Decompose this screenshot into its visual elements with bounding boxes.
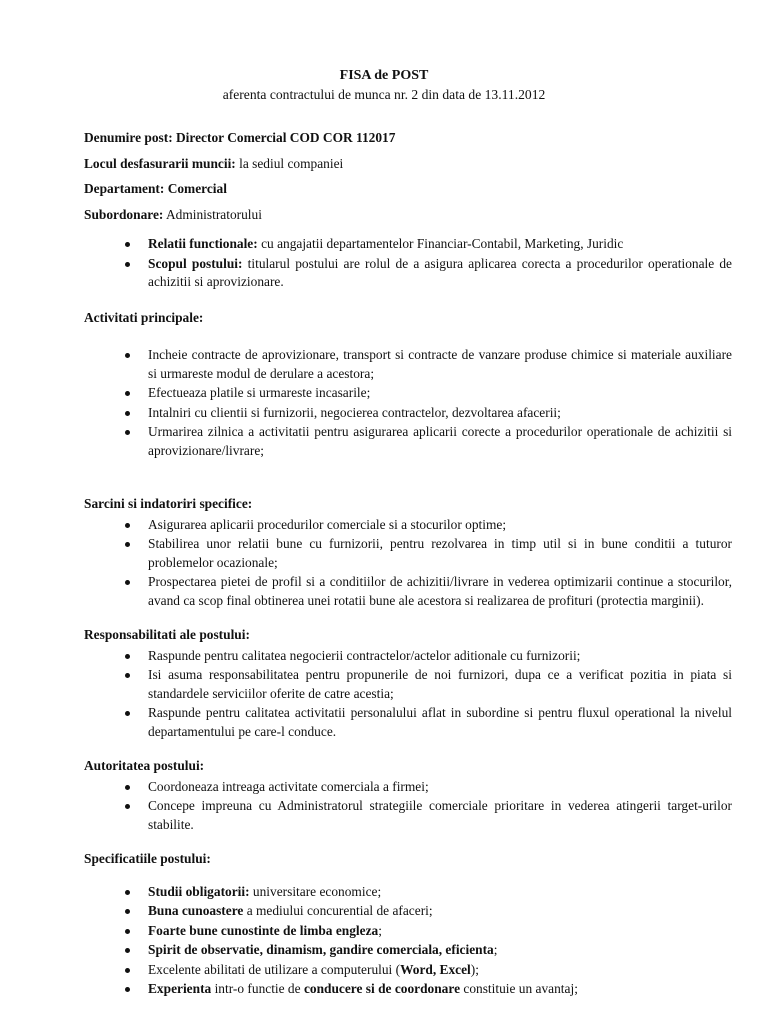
list-item xyxy=(84,255,732,292)
field-label: Departament: xyxy=(84,181,165,196)
sarcini-list xyxy=(84,516,732,611)
item-text: cu angajatii departamentelor Financiar-Contabil, Marketing, Juridic xyxy=(261,236,624,251)
document-subtitle: aferenta contractului de munca nr. 2 din data de 13.11.2012 xyxy=(222,87,546,102)
field-value: Administratorului xyxy=(165,206,262,222)
list-item: Isi asuma responsabilitatea pentru propunerile de noi furnizori, dupa ce a verificat pozitia in piata si standardele serviciilor oferite de catre acestia; xyxy=(84,666,732,703)
list-item xyxy=(84,980,732,999)
relations-list xyxy=(84,235,732,292)
field-denumire-post xyxy=(84,129,732,148)
field-label: Denumire post: xyxy=(84,130,173,145)
list-item xyxy=(84,235,732,254)
item-text: ; xyxy=(493,942,498,957)
list-item: Asigurarea aplicarii procedurilor comerciale si a stocurilor optime; xyxy=(84,516,732,535)
item-bold-text: Spirit de observatie, dinamism, gandire comerciala, eficienta xyxy=(148,942,494,957)
list-item xyxy=(84,922,732,941)
list-item: Coordoneaza intreaga activitate comerciala a firmei; xyxy=(84,778,732,797)
field-value: la sediul companiei xyxy=(239,155,344,171)
list-item xyxy=(84,902,732,921)
field-value: Comercial xyxy=(167,181,227,196)
document-header xyxy=(0,66,768,104)
document-body xyxy=(84,129,732,1000)
item-text: constituie un avantaj; xyxy=(460,981,578,996)
item-text: ; xyxy=(378,922,382,938)
specificatii-list xyxy=(84,883,732,999)
list-item: Incheie contracte de aprovizionare, transport si contracte de vanzare produse chimice si materiale auxiliare si urmareste modul de derulare a acestora; xyxy=(84,346,732,383)
field-label: Locul desfasurarii muncii: xyxy=(84,155,236,171)
section-heading-responsabilitati: Responsabilitati ale postului: xyxy=(84,627,250,642)
field-label: Subordonare: xyxy=(84,206,164,222)
section-heading-activitati: Activitati principale: xyxy=(84,309,204,325)
item-bold-text: Studii obligatorii: xyxy=(148,883,250,899)
activitati-list xyxy=(84,346,732,460)
list-item: Raspunde pentru calitatea negocierii contractelor/actelor aditionale cu furnizorii; xyxy=(84,647,732,666)
item-label: Scopul postului: xyxy=(148,255,243,271)
item-text: universitare economice; xyxy=(249,883,382,899)
field-locul-desfasurarii xyxy=(84,155,732,174)
list-item: Stabilirea unor relatii bune cu furnizorii, pentru rezolvarea in timp util si in bune conditii a tuturor problemelor ocazionale; xyxy=(84,535,732,572)
item-text: titularul postului are rolul de a asigura aplicarea corecta a procedurilor operationale de achizitii si aprovizionare. xyxy=(148,255,732,289)
list-item: Urmarirea zilnica a activitatii pentru asigurarea aplicarii corecte a procedurilor operationale de achizitii si aprovizionare/livrare; xyxy=(84,423,732,460)
item-text: intr-o functie de xyxy=(211,981,304,996)
item-bold-text: Word, Excel xyxy=(400,961,471,977)
list-item: Concepe impreuna cu Administratorul strategiile comerciale prioritare in vederea atingerii target-urilor stabilite. xyxy=(84,797,732,834)
item-label: Relatii functionale: xyxy=(148,236,258,251)
list-item: Efectueaza platile si urmareste incasarile; xyxy=(84,384,732,403)
item-bold-text: Foarte bune cunostinte de limba engleza xyxy=(148,922,379,938)
section-heading-sarcini: Sarcini si indatoriri specifice: xyxy=(84,496,253,511)
section-heading-specificatii: Specificatiile postului: xyxy=(84,851,211,866)
field-value: Director Comercial COD COR 112017 xyxy=(176,130,396,145)
document-title: FISA de POST xyxy=(339,68,429,83)
list-item: Intalniri cu clientii si furnizorii, negocierea contractelor, dezvoltarea afacerii; xyxy=(84,404,732,423)
field-departament xyxy=(84,180,732,199)
list-item xyxy=(84,941,732,960)
list-item: Prospectarea pietei de profil si a conditiilor de achizitii/livrare in vederea optimizarii continue a stocurilor, avand ca scop final obtinerea unei rotatii bune ale acestora si realizarea de profituri (protectia marginii). xyxy=(84,573,732,610)
responsabilitati-list xyxy=(84,647,732,742)
list-item xyxy=(84,883,732,902)
list-item xyxy=(84,961,732,980)
section-heading-autoritate: Autoritatea postului: xyxy=(84,758,205,773)
item-text: a mediului concurential de afaceri; xyxy=(243,903,433,918)
item-text: Excelente abilitati de utilizare a computerului ( xyxy=(148,961,401,977)
item-bold-text: conducere si de coordonare xyxy=(303,981,461,996)
item-bold-text: Experienta xyxy=(148,981,212,996)
list-item: Raspunde pentru calitatea activitatii personalului aflat in subordine si pentru fluxul operational la nivelul departamentului pe care-l conduce. xyxy=(84,704,732,741)
item-text: ); xyxy=(470,961,479,977)
field-subordonare xyxy=(84,206,732,225)
item-bold-text: Buna cunoastere xyxy=(148,903,244,918)
autoritate-list xyxy=(84,778,732,835)
